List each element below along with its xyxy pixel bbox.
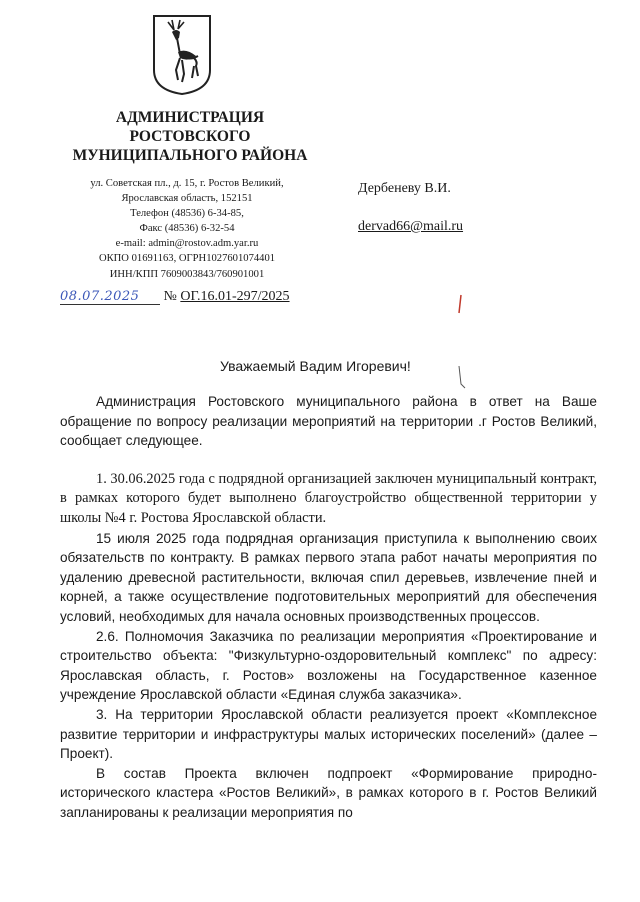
org-name-line-1: АДМИНИСТРАЦИЯ — [115, 109, 265, 126]
contact-inn: ИНН/КПП 7609003843/760901001 — [109, 268, 265, 280]
paragraph-item-3: 3. На территории Ярославской области реализуется проект «Комплексное развитие территории и инфраструктуры малых исторических поселений» (далее – Проект). — [60, 706, 597, 762]
paragraph-subproject: В состав Проекта включен подпроект «Формирование природно-исторического кластера «Ростов Великий», в рамках которого в г. Ростов Великий запланированы к реализации мероприятия по — [60, 765, 597, 820]
recipient-name: Дербеневу В.И. — [358, 181, 451, 196]
pen-mark-icon — [458, 294, 462, 314]
document-number: ОГ.16.01-297/2025 — [180, 289, 290, 304]
contact-okpo: ОКПО 01691163, ОГРН1027601074401 — [98, 253, 276, 265]
contact-phone: Телефон (48536) 6-34-85, — [130, 208, 244, 220]
paragraph-item-2-6: 2.6. Полномочия Заказчика по реализации мероприятия «Проектирование и строительство объекта: "Физкультурно-оздоровительный комплекс" по адресу: Ярославская область, г. Ростов» возложены на Государственное казенное учреждение Ярославской области «Единая служба заказчика». — [60, 628, 597, 703]
org-name-line-3: МУНИЦИПАЛЬНОГО РАЙОНА — [72, 147, 308, 164]
letter-body — [60, 392, 597, 822]
handwritten-date: 08.07.2025 — [60, 289, 160, 305]
recipient-email-link[interactable]: dervad66@mail.ru — [358, 219, 464, 234]
paragraph-item-1: 1. 30.06.2025 года с подрядной организацией заключен муниципальный контракт, в рамках которого будет выполнено благоустройство общественной территории у школы №4 г. Ростова Ярославской области. — [60, 470, 597, 526]
org-name-line-2: РОСТОВСКОГО — [129, 128, 251, 145]
organization-contacts — [62, 176, 312, 282]
contact-email: e-mail: admin@rostov.adm.yar.ru — [115, 238, 259, 250]
paragraph-intro: Администрация Ростовского муниципального района в ответ на Ваше обращение по вопросу реализации мероприятий на территории .г Ростов Великий, сообщает следующее. — [60, 394, 597, 449]
deer-coat-of-arms-icon — [150, 14, 214, 96]
outgoing-number-line — [60, 289, 290, 305]
pen-tick-icon — [457, 364, 467, 390]
contact-address: ул. Советская пл., д. 15, г. Ростов Великий, — [90, 178, 284, 189]
salutation: Уважаемый Вадим Игоревич! — [220, 358, 411, 374]
contact-region: Ярославская область, 152151 — [121, 193, 253, 205]
organization-name — [60, 108, 320, 165]
paragraph-item-1-progress: 15 июля 2025 года подрядная организация приступила к выполнению своих обязательств по контракту. В рамках первого этапа работ начаты мероприятия по удалению древесной растительности, включая спил деревьев, извлечение пней и корней, а также осуществление подготовительных мероприятий для обеспечения условий, необходимых для начала основных производственных процессов. — [60, 530, 597, 624]
number-sign: № — [163, 289, 177, 304]
contact-fax: Факс (48536) 6-32-54 — [139, 223, 235, 235]
